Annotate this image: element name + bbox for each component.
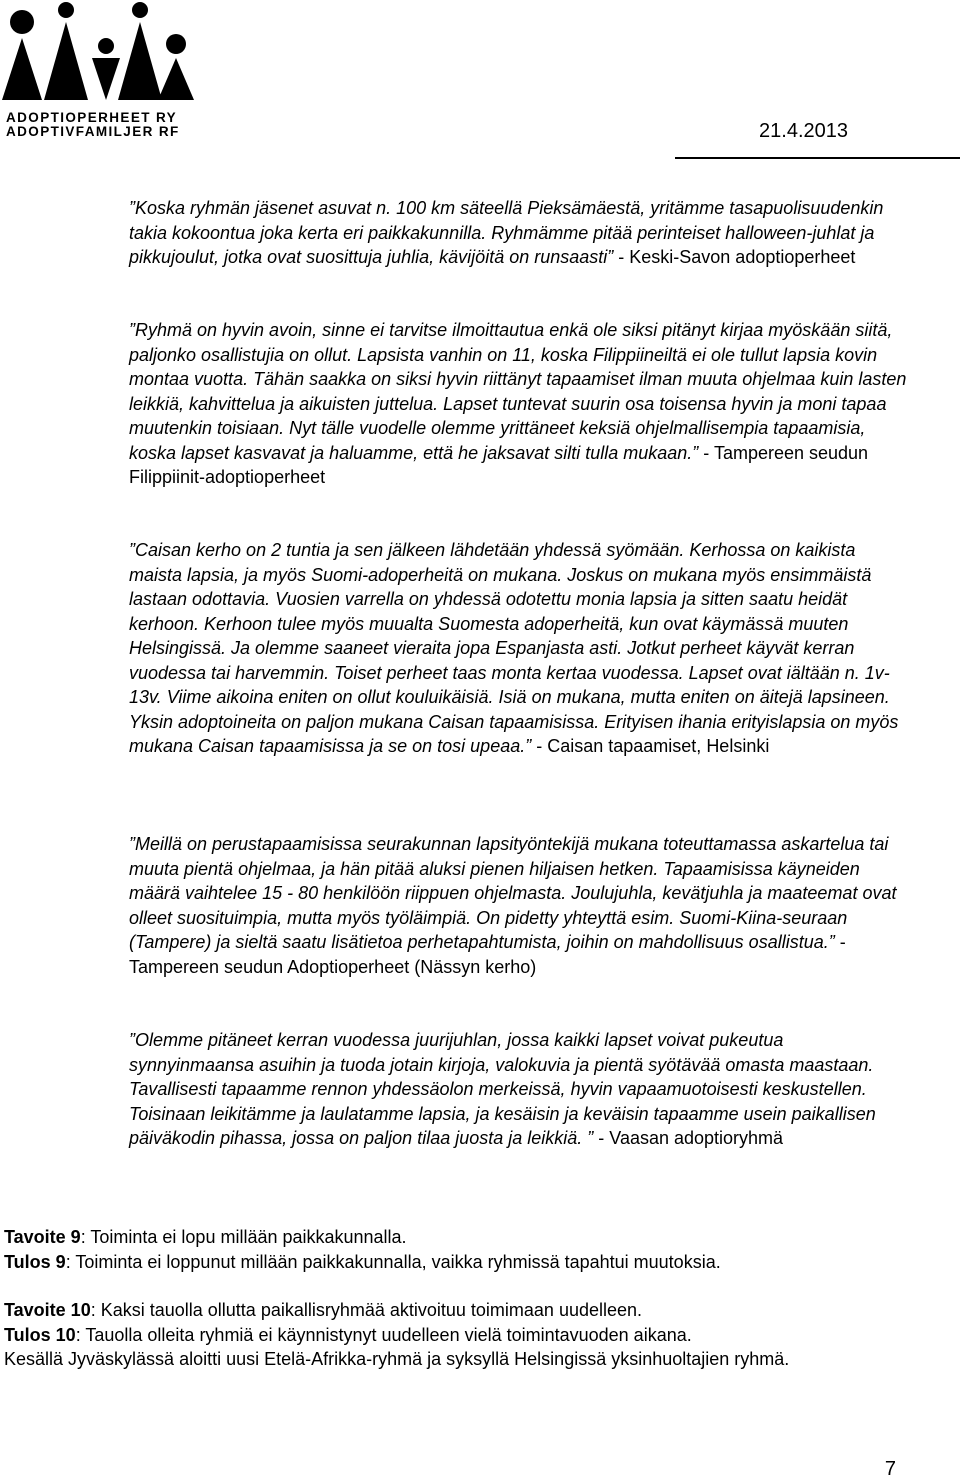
goal-label: Tavoite 10: [4, 1300, 91, 1320]
goal-9-section: [4, 1225, 904, 1274]
organization-logo: [0, 0, 200, 140]
logo-text-finnish: ADOPTIOPERHEET RY: [6, 110, 178, 125]
result-text: : Toiminta ei loppunut millään paikkakunnalla, vaikka ryhmissä tapahtui muutoksia.: [65, 1251, 721, 1272]
quote-source: - Vaasan adoptioryhmä: [593, 1128, 784, 1148]
quote-block: [129, 1028, 909, 1151]
quote-text: ”Caisan kerho on 2 tuntia ja sen jälkeen lähdetään yhdessä syömään. Kerhossa on kaikista maista lapsia, ja myös Suomi-adoperheitä on mukana. Joskus on mukana myös ensimmäistä lastaan odottavia. Vuosien varrella on yhdessä odotettu monia lapsia ja sitten saatu heidät kerhoon. Kerhoon tulee myös muualta Suomesta adoperheitä, kun ovat käymässä muuten Helsingissä. Ja olemme saaneet vieraita jopa Espanjasta asti. Jotkut perheet käyvät kerran vuodessa tai harvemmin. Toiset perheet taas monta kertaa vuodessa. Lapset ovat iältään n. 1v-13v. Viime aikoina eniten on ollut kouluikäisiä. Isiä on mukana, mutta eniten on äitejä lapsineen. Yksin adoptoineita on paljon mukana Caisan tapaamisissa. Erityisen ihania erityislapsia on myös mukana Caisan tapaamisissa ja se on tosi upeaa.”: [129, 540, 899, 756]
logo-text-swedish: ADOPTIVFAMILJER RF: [6, 124, 180, 139]
quote-text: ”Ryhmä on hyvin avoin, sinne ei tarvitse ilmoittautua enkä ole siksi pitänyt kirjaa myöskään siitä, paljonko osallistujia on ollut. Lapsista vanhin on 11, koska Filippiineiltä ei ole tullut lapsia kovin montaa vuotta. Tähän saakka on siksi hyvin riittänyt tapaamiset ilman muuta ohjelmaa kuin lasten leikkiä, kahvittelua ja aikuisten juttelua. Lapset tuntevat suurin osa toisensa hyvin ja moni tapaa muutenkin toisiaan. Nyt tälle vuodelle olemme yrittäneet keksiä ohjelmallisempia tapaamisia, koska lapset kasvavat ja haluamme, että he jaksavat silti tulla mukaan.”: [129, 320, 907, 463]
quote-source: - Tampereen seudun Adoptioperheet (Nässyn kerho): [129, 932, 846, 977]
quote-text: ”Meillä on perustapaamisissa seurakunnan lapsityöntekijä mukana toteuttamassa askartelua tai muuta pientä ohjelmaa, ja hän pitää aluksi pienen hiljaisen hetken. Tapaamisissa käyneiden määrä vaihtelee 15 - 80 henkilöön riippuen ohjelmasta. Joulujuhla, kevätjuhla ja maateemat ovat olleet suosituimpia, mutta myös työläimpiä. On pidetty yhteyttä esim. Suomi-Kiina-seuraan (Tampere) ja sieltä saatu lisätietoa perhetapahtumista, joihin on mahdollisuus osallistua.”: [129, 834, 897, 952]
quote-block: [129, 196, 909, 270]
additional-note: Kesällä Jyväskylässä aloitti uusi Etelä-Afrikka-ryhmä ja syksyllä Helsingissä yksinhuoltajien ryhmä.: [4, 1349, 790, 1369]
result-text: : Tauolla olleita ryhmiä ei käynnistynyt uudelleen vielä toimintavuoden aikana.: [75, 1324, 692, 1345]
header-divider: [675, 157, 960, 159]
quote-block: [129, 832, 909, 979]
goal-10-section: [4, 1298, 904, 1372]
logo-figures-icon: [0, 0, 200, 110]
quote-source: - Tampereen seudun Filippiinit-adoptioperheet: [129, 442, 869, 487]
quote-source: - Caisan tapaamiset, Helsinki: [531, 736, 770, 756]
page-number: 7: [884, 1458, 896, 1480]
result-label: Tulos 9: [4, 1251, 66, 1272]
goal-text: : Kaksi tauolla ollutta paikallisryhmää aktivoituu toimimaan uudelleen.: [90, 1300, 643, 1320]
quote-block: [129, 538, 909, 759]
result-label: Tulos 10: [4, 1324, 76, 1345]
document-date: 21.4.2013: [759, 120, 848, 142]
goal-text: : Toiminta ei lopu millään paikkakunnalla.: [80, 1227, 407, 1247]
goal-label: Tavoite 9: [4, 1227, 81, 1247]
quote-block: [129, 318, 909, 490]
quote-source: - Keski-Savon adoptioperheet: [613, 247, 856, 267]
quote-text: ”Koska ryhmän jäsenet asuvat n. 100 km säteellä Pieksämäestä, yritämme tasapuolisuudenkin takia kokoontua joka kerta eri paikkakunnilla. Ryhmämme pitää perinteiset halloween-juhlat ja pikkujoulut, jotka ovat suosittuja juhlia, kävijöitä on runsaasti”: [129, 198, 884, 267]
quote-text: ”Olemme pitäneet kerran vuodessa juurijuhlan, jossa kaikki lapset voivat pukeutua synnyinmaansa asuihin ja tuoda jotain kirjoja, valokuvia ja pientä syötävää omasta maastaan. Tavallisesti tapaamme rennon yhdessäolon merkeissä, hyvin vapaamuotoisesti keskustellen. Toisinaan leikitämme ja laulatamme lapsia, ja kesäisin ja keväisin tapaamme usein paikallisen päiväkodin pihassa, jossa on paljon tilaa juosta ja leikkiä. ”: [129, 1030, 876, 1148]
